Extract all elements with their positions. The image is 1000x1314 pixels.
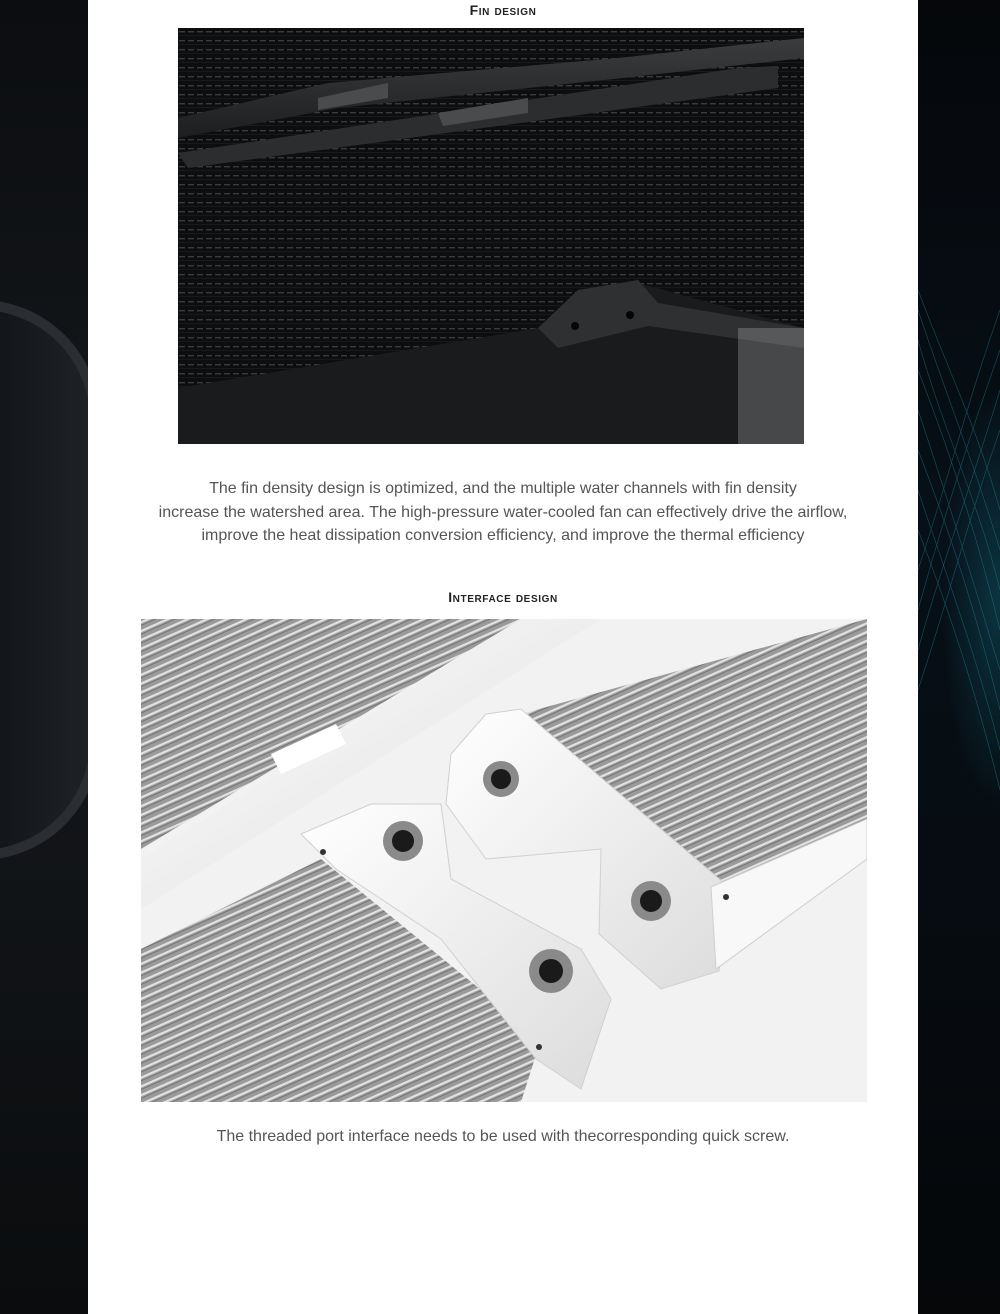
description-line: The threaded port interface needs to be used with thecorresponding quick screw. [216, 1128, 790, 1145]
white-radiator-image [141, 619, 867, 1102]
content-panel [88, 0, 918, 1314]
fin-design-photo [178, 28, 804, 444]
right-background [918, 0, 1000, 1314]
interface-design-photo [141, 619, 867, 1102]
fin-design-description [88, 477, 918, 548]
description-line: increase the watershed area. The high-pressure water-cooled fan can effectively drive the airflow, [158, 503, 848, 521]
left-background [0, 0, 88, 1314]
description-line: The fin density design is optimized, and the multiple water channels with fin density [209, 480, 797, 497]
fin-design-title: Fin design [469, 2, 537, 18]
black-radiator-image [178, 28, 804, 444]
interface-design-title: Interface design [448, 589, 558, 605]
description-line: improve the heat dissipation conversion efficiency, and improve the thermal efficiency [201, 527, 805, 544]
interface-design-description [88, 1125, 918, 1149]
wave-lines-graphic [918, 250, 1000, 950]
dark-product-silhouette [0, 300, 88, 860]
